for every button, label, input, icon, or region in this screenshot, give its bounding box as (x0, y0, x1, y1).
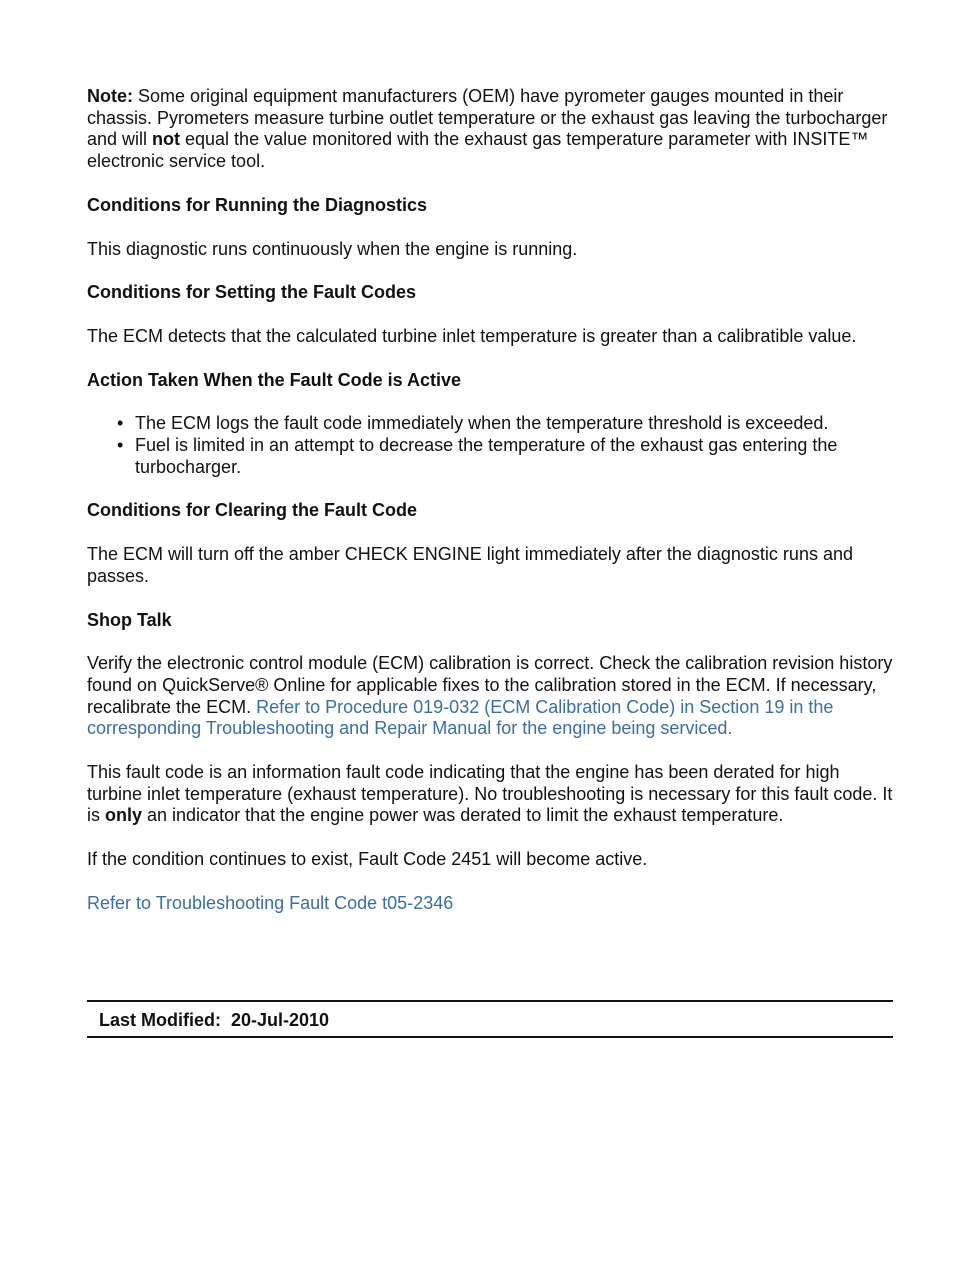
shop-talk-text: Verify the electronic control module (ECM) calibration is correct. Check the calibration revision history found on QuickServe® Online for applicable fixes to the calibration stored in the ECM. If necessary, recalibrate the ECM. (87, 653, 893, 717)
shop-talk-emphasis: only (105, 805, 143, 826)
shop-talk-paragraph-1 (87, 653, 893, 740)
troubleshooting-fault-code-link[interactable]: Refer to Troubleshooting Fault Code t05-2346 (87, 892, 454, 913)
last-modified-label: Last Modified: 20-Jul-2010 (99, 1010, 330, 1030)
shop-talk-text-2a: This fault code is an information fault code indicating that the engine has been derated for high turbine inlet temperature (exhaust temperature). No troubleshooting is necessary for this fault code. It is (87, 762, 893, 826)
action-bullet-list (87, 413, 893, 478)
shop-talk-heading: Shop Talk (87, 609, 172, 630)
shop-talk-paragraph-3: If the condition continues to exist, Fault Code 2451 will become active. (87, 849, 648, 870)
refer-paragraph (87, 893, 893, 915)
running-heading: Conditions for Running the Diagnostics (87, 194, 427, 215)
bullet-icon: • (117, 435, 124, 456)
bullet-icon: • (117, 413, 124, 434)
list-item (117, 413, 893, 435)
bullet-text: The ECM logs the fault code immediately when the temperature threshold is exceeded. (135, 413, 829, 434)
setting-heading: Conditions for Setting the Fault Codes (87, 282, 416, 303)
document-body (87, 86, 893, 937)
setting-body: The ECM detects that the calculated turbine inlet temperature is greater than a calibratible value. (87, 325, 857, 346)
note-text-2: equal the value monitored with the exhaust gas temperature parameter with INSITE™ electronic service tool. (87, 129, 869, 172)
note-text-1: Some original equipment manufacturers (OEM) have pyrometer gauges mounted in their chassis. Pyrometers measure turbine outlet temperature or the exhaust gas leaving the turbocharger and will (87, 86, 888, 150)
bullet-text: Fuel is limited in an attempt to decrease the temperature of the exhaust gas entering the turbocharger. (135, 435, 838, 477)
shop-talk-paragraph-2 (87, 762, 893, 827)
footer-bar (87, 1000, 893, 1038)
ecm-calibration-procedure-link[interactable]: Refer to Procedure 019-032 (ECM Calibration Code) in Section 19 in the corresponding Troubleshooting and Repair Manual for the engine being serviced. (87, 696, 834, 739)
clearing-heading: Conditions for Clearing the Fault Code (87, 500, 417, 521)
clearing-body: The ECM will turn off the amber CHECK ENGINE light immediately after the diagnostic runs and passes. (87, 544, 853, 586)
note-label: Note: (87, 86, 133, 106)
running-body: This diagnostic runs continuously when the engine is running. (87, 238, 578, 259)
shop-talk-text-2b: an indicator that the engine power was derated to limit the exhaust temperature. (142, 805, 784, 826)
action-heading: Action Taken When the Fault Code is Active (87, 369, 462, 390)
note-paragraph (87, 86, 893, 173)
list-item (117, 435, 893, 478)
note-emphasis: not (152, 129, 181, 150)
